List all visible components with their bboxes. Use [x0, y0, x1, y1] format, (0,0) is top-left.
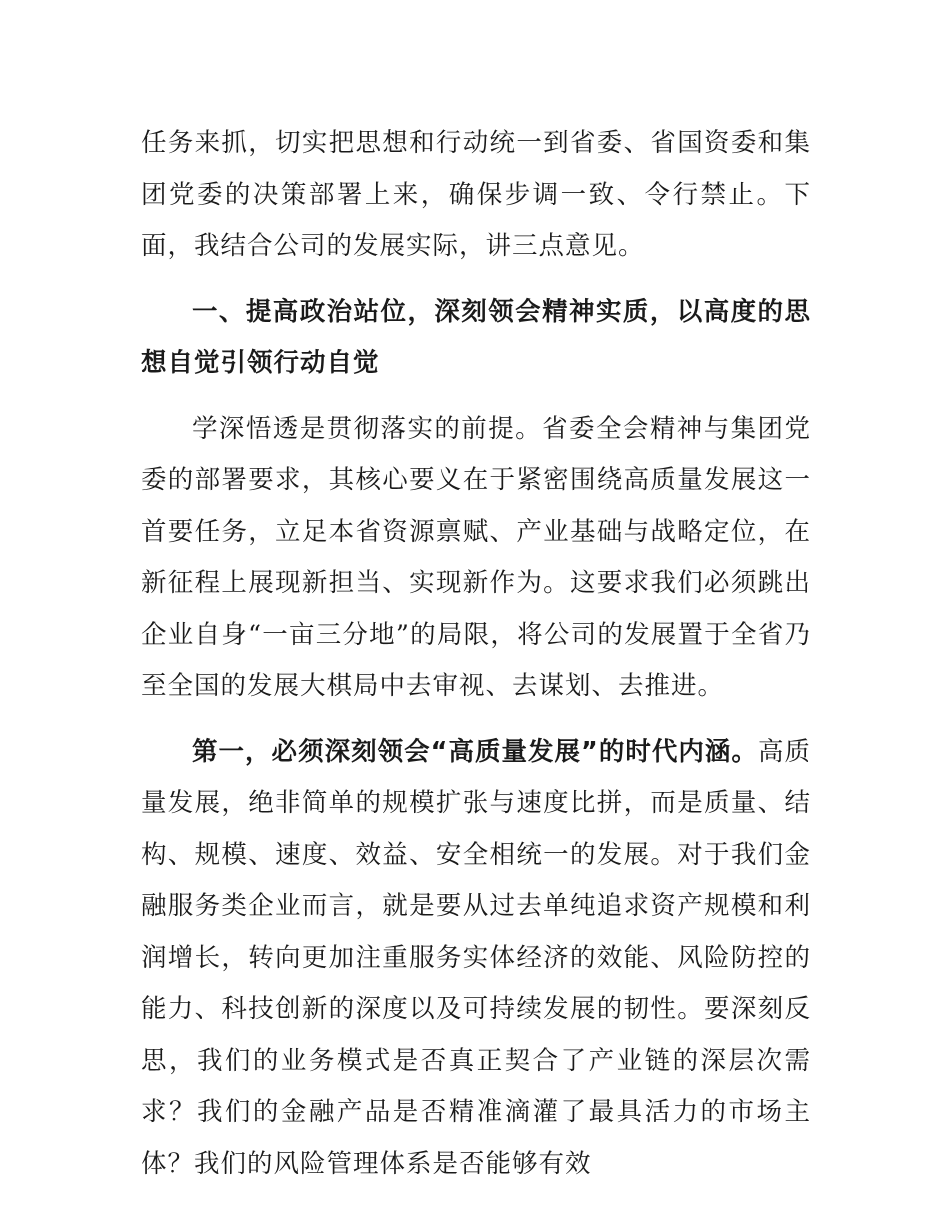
- first-point-lead: 第一，必须深刻领会“高质量发展”的时代内涵。: [192, 736, 758, 767]
- paragraph-continuation: 任务来抓，切实把思想和行动统一到省委、省国资委和集团党委的决策部署上来，确保步调一致、令行禁止。下面，我结合公司的发展实际，讲三点意见。: [141, 128, 811, 261]
- document-body: [141, 118, 811, 1190]
- first-point-body: 高质量发展，绝非简单的规模扩张与速度比拼，而是质量、结构、规模、速度、效益、安全相统一的发展。对于我们金融服务类企业而言，就是要从过去单纯追求资产规模和利润增长，转向更加注重服务实体经济的效能、风险防控的能力、科技创新的深度以及可持续发展的韧性。要深刻反思，我们的业务模式是否真正契合了产业链的深层次需求？我们的金融产品是否精准滴灌了最具活力的市场主体？我们的风险管理体系是否能够有效: [141, 736, 811, 1179]
- paragraph-first-point: [141, 727, 811, 1191]
- section-heading-1: 一、提高政治站位，深刻领会精神实质，以高度的思想自觉引领行动自觉: [141, 296, 811, 378]
- paragraph-intro: 学深悟透是贯彻落实的前提。省委全会精神与集团党委的部署要求，其核心要义在于紧密围绕高质量发展这一首要任务，立足本省资源禀赋、产业基础与战略定位，在新征程上展现新担当、实现新作为。这要求我们必须跳出企业自身“一亩三分地”的局限，将公司的发展置于全省乃至全国的发展大棋局中去审视、去谋划、去推进。: [141, 413, 811, 701]
